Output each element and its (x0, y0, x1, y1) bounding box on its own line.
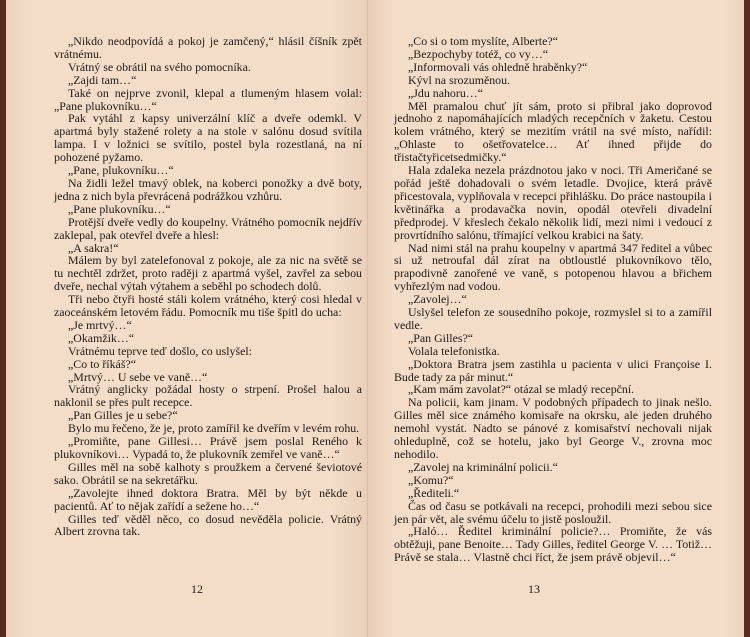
paragraph: „Je mrtvý…“ (68, 317, 132, 332)
paragraph: Kývl na srozuměnou. (408, 72, 511, 87)
paragraph: Na policii, kam jinam. V podobných případech to jinak nešlo. Gilles měl sice známého komisaře na okrsku, ale jeden druhého nemohl vystát. Nadto se pánové z komisařství nechovali nijak ohleduplně, což se hotelu, jako byl George V., zrovna moc nehodilo. (394, 395, 712, 461)
paragraph: Vrátný se obrátil na svého pomocníka. (68, 59, 251, 74)
paragraph: Vrátnému teprve teď došlo, co uslyšel: (68, 343, 252, 358)
paragraph: „Řediteli.“ (408, 485, 460, 500)
paragraph: Vrátný anglicky požádal hosty o strpení. Prošel halou a naklonil se přes pult recepce. (54, 382, 362, 410)
paragraph: Gilles měl na sobě kalhoty s proužkem a červené ševiotové sako. Obrátil se na sekretářku. (54, 459, 362, 487)
paragraph: Volala telefonistka. (408, 343, 500, 358)
paragraph: „Kam mám zavolat?“ otázal se mladý recepční. (408, 382, 635, 397)
right-page-text (394, 35, 712, 564)
paragraph: „Zavolej…“ (408, 292, 467, 307)
paragraph: „Co si o tom myslíte, Alberte?“ (408, 34, 558, 48)
paragraph: „Zavolej na kriminální policii.“ (408, 459, 558, 474)
paragraph: Protější dveře vedly do koupelny. Vrátného pomocník nejdřív zaklepal, pak otevřel dveře a hlesl: (54, 214, 362, 242)
paragraph: „Jdu nahoru…“ (408, 85, 483, 100)
paragraph: Na židli ležel tmavý oblek, na koberci ponožky a dvě boty, jedna z nich byla převrácená podrážkou vzhůru. (54, 175, 362, 203)
paragraph: Tři nebo čtyři hosté stáli kolem vrátného, který cosi hledal v zaoceánském letovém řádu. Pomocník mu tiše špitl do ucha: (54, 292, 362, 320)
paragraph: „Doktora Bratra jsem zastihla u pacienta v ulici Françoise I. Bude tady za pár minut.“ (394, 356, 712, 384)
paragraph: „Bezpochyby totéž, co vy…“ (408, 46, 548, 61)
page-number: 13 (528, 582, 540, 596)
paragraph: Čas od času se potkávali na recepci, prohodili mezi sebou sice jen pár vět, ale svému účelu to jistě posloužil. (394, 498, 712, 526)
paragraph: Také on nejprve zvonil, klepal a tlumeným hlasem volal: „Pane plukovníku…“ (54, 85, 362, 113)
paragraph: „Promiňte, pane Gillesi… Právě jsem poslal Reného k plukovníkovi… Vypadá to, že plukovník zemřel ve vaně…“ (54, 434, 362, 461)
page-number: 12 (191, 582, 203, 596)
paragraph: „Zajdi tam…“ (68, 72, 137, 87)
paragraph: „Komu?“ (408, 472, 454, 487)
paragraph: „Pane plukovníku…“ (68, 201, 171, 216)
left-page (6, 0, 368, 637)
paragraph: „Co to říkáš?“ (68, 356, 137, 371)
paragraph: Pak vytáhl z kapsy univerzální klíč a dveře odemkl. V apartmá byly stažené rolety a na stole v salónu dosud svítila lampa. I v ložnici se svítilo, postel byla rozestlaná, na ní pohozené pyžamo. (54, 111, 362, 165)
paragraph: „Mrtvý… U sebe ve vaně…“ (68, 369, 208, 384)
paragraph: Bylo mu řečeno, že je, proto zamířil ke dveřím v levém rohu. (68, 421, 360, 436)
paragraph: „Pan Gilles?“ (408, 330, 474, 345)
paragraph: „A sakra!“ (68, 240, 119, 255)
paragraph: „Nikdo neodpovídá a pokoj je zamčený,“ hlásil číšník zpět vrátnému. (54, 34, 362, 61)
paragraph: Měl pramalou chuť jít sám, proto si přibral jako doprovod jednoho z napomáhajících mladých recepčních v žaketu. Cestou kolem vrátného, který se mezitím vrátil na své místo, nařídil: „Ohlaste to ošetřovatelce… Ať ihned přijde do třistačtyřicetsedmičky.“ (394, 98, 712, 165)
paragraph: „Pane, plukovníku…“ (68, 163, 174, 178)
right-page (368, 0, 744, 637)
paragraph: Uslyšel telefon ze sousedního pokoje, rozmyslel si to a zamířil vedle. (394, 305, 712, 332)
left-page-text (54, 35, 362, 538)
paragraph: Gilles teď věděl něco, co dosud nevěděla policie. Vrátný Albert zrovna tak. (54, 511, 362, 539)
paragraph: „Informovali vás ohledně hraběnky?“ (408, 59, 588, 74)
paragraph: „Haló… Ředitel kriminální policie?… Promiňte, že vás obtěžuji, pane Benoite… Tady Gilles, ředitel George V. … Totiž… Právě se stala… Vlastně chci říct, že jsem právě objevil…“ (394, 524, 712, 565)
paragraph: Hala zdaleka nezela prázdnotou jako v noci. Tři Američané se pořád ještě dohadovali o svém letadle. Dvojice, která právě přicestovala, vyplňovala v recepci přihlášku. Do práce nastoupila i květinářka a prodavačka novin, opodál otevřeli divadelní předprodej. V křeslech čekalo několik lidí, mezi nimi i vedoucí z provrtídního salónu, třímající velkou krabici na šaty. (394, 163, 712, 242)
paragraph: „Okamžik…“ (68, 330, 135, 345)
paragraph: Málem by byl zatelefonoval z pokoje, ale za nic na světě se tu nechtěl zdržet, proto raději z apartmá vyšel, zavřel za sebou dveře, nechal výtah výtahem a seběhl po schodech dolů. (54, 253, 362, 294)
paragraph: „Pan Gilles je u sebe?“ (68, 408, 178, 423)
paragraph: „Zavolejte ihned doktora Bratra. Měl by být někde u pacientů. Ať to nějak zařídí a sežene ho…“ (54, 485, 362, 513)
paragraph: Nad nimi stál na prahu koupelny v apartmá 347 ředitel a vůbec si už netroufal dál zírat na obtloustlé plukovníkovo tělo, prapodivně zanořené ve vaně, s potopenou hlavou a břichem vyhřezlým nad vodou. (394, 240, 712, 294)
